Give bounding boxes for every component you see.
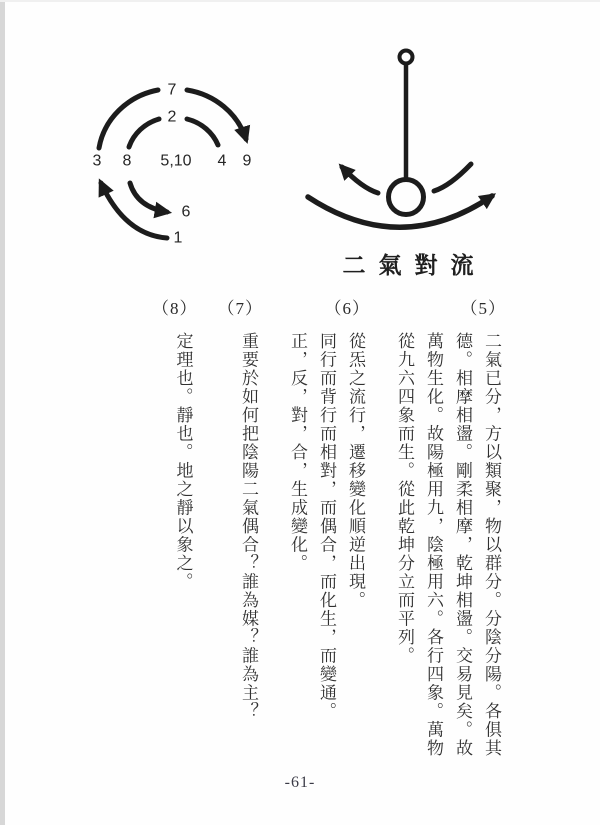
arc-inner-top-right [187, 119, 218, 145]
scan-edge-left [0, 0, 5, 825]
section-8-body [169, 332, 198, 777]
arc-inner-bottom [130, 183, 167, 212]
number-6: 6 [181, 203, 191, 221]
swing-arc-left [342, 167, 378, 193]
arc-outer-top-left [99, 90, 158, 148]
number-7: 7 [167, 81, 177, 99]
text-column: 從九六四象而生。從此乾坤分立而平列。 [395, 332, 414, 665]
section-7 [218, 296, 264, 777]
arc-outer-top-right [187, 90, 246, 139]
pendulum-diagram [298, 40, 518, 245]
pivot-circle [400, 51, 413, 64]
pendulum-caption: 二氣對流 [342, 253, 487, 278]
number-8: 8 [122, 152, 132, 170]
text-column: 正，反，對，合，生成變化。 [288, 332, 307, 573]
text-column: 德。相摩相盪。剛柔相摩，乾坤相盪。交易見矣。故 [453, 332, 472, 758]
number-9: 9 [242, 152, 252, 170]
text-column: 萬物生化。故陽極用九，陰極用六。各行四象。萬物 [424, 332, 443, 758]
section-5-header: （5） [460, 299, 506, 318]
swing-arc-right [434, 164, 471, 191]
section-5-body [390, 332, 506, 777]
section-5 [390, 296, 506, 777]
section-8 [152, 296, 198, 777]
section-8-header: （8） [152, 299, 198, 318]
section-7-body [234, 332, 263, 777]
text-column: 從炁之流行，遷移變化順逆出現。 [346, 332, 365, 610]
number-cycle-diagram [55, 55, 295, 265]
number-5-10: 5,10 [160, 152, 192, 170]
text-column: 同行而背行而相對，而偶合，而化生，而變通。 [317, 332, 336, 721]
number-1: 1 [173, 229, 183, 247]
section-6-body [283, 332, 370, 777]
section-6-header: （6） [324, 299, 370, 318]
section-7-header: （7） [217, 299, 263, 318]
pendulum-bob [389, 180, 424, 215]
text-column: 定理也。靜也。地之靜以象之。 [173, 332, 193, 591]
arc-inner-top-left [129, 119, 159, 147]
text-column: 二氣已分，方以類聚，物以群分。分陰分陽。各俱其 [482, 332, 501, 758]
number-3: 3 [92, 152, 102, 170]
number-2: 2 [167, 108, 177, 126]
scan-edge-top [0, 0, 600, 2]
vertical-text-area [152, 296, 506, 777]
page-number: -61- [284, 774, 316, 791]
number-4: 4 [217, 152, 227, 170]
text-column: 重要於如何把陰陽二氣偶合？誰為媒？誰為主？ [239, 332, 258, 721]
section-6 [283, 296, 370, 777]
